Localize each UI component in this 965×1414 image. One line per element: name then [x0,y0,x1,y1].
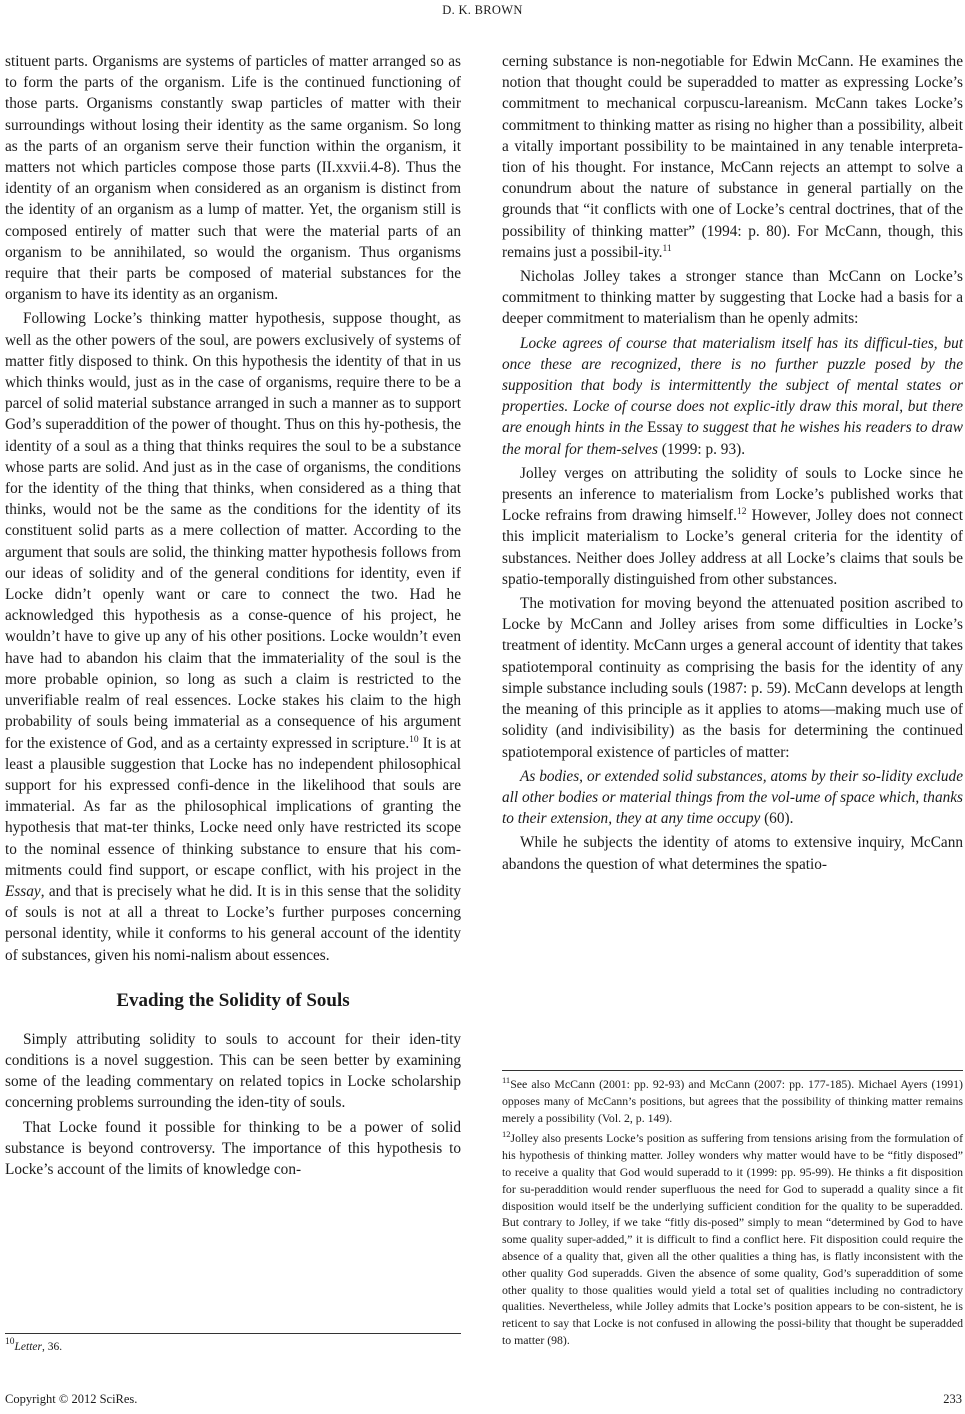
footnote-ref-12[interactable]: 12 [736,507,747,518]
right-column [502,51,963,875]
running-header: D. K. BROWN [442,3,523,17]
left-paragraph-3: Simply attributing solidity to souls to account for their iden-tity conditions is a novel suggestion. This can be seen better by examining some of the leading commentary on related topics in Locke scholarship concerning problems surrounding the iden-tity of souls. [5,1030,461,1112]
right-paragraph-2: Nicholas Jolley takes a stronger stance than McCann on Locke’s commitment to thinking matter by suggesting that Locke had a basis for a deeper commitment to materialism than he openly admits: [502,268,963,328]
right-paragraph-4: The motivation for moving beyond the attenuated position ascribed to Locke by McCann and Jolley arises from some difficulties in Locke’s treatment of identity. McCann urges a general account of identity that takes spatiotemporal continuity as comprising the basis for the identity of any simple substance including souls (1987: p. 59). McCann develops at length the meaning of this principle as it applies to atoms—making much use of solidity (and indivisibility) as the basis for determining the continued spatiotemporal existence of particles of matter: [502,595,963,761]
footnote-12: $^{12}$Jolley also presents Locke’s position as suffering from tensions arising from the formulation of his hypothesis of thinking matter. Jolley wonders why matter would have to be “fitly disposed” to receive a quality that God would superadd to it (1999: pp. 95-99). He thinks a fit disposition for su-peraddition would render superfluous the need for God to superadd a quality since a fit disposition would itself be the underlying sufficient condition for the quality to be superadded. But contrary to Jolley, if we take “fitly dis-posed” simply to mean “determined by God to have some quality super-added,” it is difficult to find a conflict here. Fit disposition could require the absence of a quality that, given all the other qualities a thing has, is flatly inconsistent with the other quality God superadds. Given the absence of some quality, God’s superaddition of some other quality to those qualities would yield a total set of qualities including no contradictory qualities. Nevertheless, while Jolley admits that Locke’s position appears to be con-sistent, he is reticent to say that Locke is not confused in allowing the possi-bility that thought be superadded to matter (98). [502,1129,963,1347]
page-number: 233 [943,1392,962,1406]
right-paragraph-5: While he subjects the identity of atoms to extensive inquiry, McCann abandons the question of what determines the spatio- [502,834,963,873]
block-quote-mccann: As bodies, or extended solid substances, atoms by their so-lidity exclude all other bodies or material things from the vol-ume of space which, thanks to their extension, they at any time occupy (60). [502,767,963,828]
left-paragraph-1: stituent parts. Organisms are systems of particles of matter arranged so as to form the parts of the organism. Life is the continued functioning of those parts. Organisms constantly swap particles of matter with their surroundings without losing their identity as the same organism. So long as the parts of an organism serve their function within the organism, it matters not which particles compose those parts (II.xxvii.4-8). Thus the identity of an organism when considered as an organism is distinct from the identity of an organism as a lump of matter. Yet, the organism still is composed entirely of matter such that were the material parts of an organism to be annihilated, so would the organism. Thus organisms require that their parts be composed of material substances for the organism to have its identity as an organism. [5,53,461,304]
footnote-divider [5,1333,461,1334]
left-paragraph-2: Following Locke’s thinking matter hypothesis, suppose thought, as well as the other powers of the soul, are powers exclusively of systems of matter fitly disposed to think. On this hypothesis the identity of that in us which thinks would, just as in the case of organisms, require there to be a parcel of solid material substance arranged in such a manner as to support God’s superaddition of the power of thought. Thus on this hy-pothesis, the identity of a soul as a thing that thinks requires the soul to be a substance whose parts are solid. And just as in the case of organisms, the conditions for the identity of the thing that thinks, when considered as a thing that thinks, would not be the same as the conditions for the identity of its constituent solid parts as a mere collection of matter. According to the argument that souls are solid, the thinking matter hypothesis follows from our ideas of solidity and of the general conditions for identity, even if Locke didn’t openly want or care to connect the two. Had he acknowledged this hypothesis as a conse-quence of his project, he wouldn’t have to give up any of his other positions. Locke wouldn’t even have had to abandon his claim that the immateriality of the soul is the more probable opinion, so long as such a claim is restricted to the unverifiable realm of real essences. Locke stakes his claim to the high probability of souls being immaterial as a consequence of his argument for the existence of God, and as a certainty expressed in scripture.$^{10}$ It is at least a plausible suggestion that Locke has no independent philosophical support for his expressed confi-dence in the likelihood that souls are immaterial. As far as the philosophical implications of granting the hypothesis that mat-ter thinks, Locke need only have restricted its scope to the nominal essence of thinking substance to ensure that his com-mitments could find support, or escape conflict, with his project in the Essay, and that is precisely what he did. It is in this sense that the solidity of souls is not at all a threat to Locke’s further purposes concerning personal identity, while it conforms to his general account of the identity of substances, given his nomi-nalism about essences. [5,310,462,964]
footnote-ref-11[interactable]: 11 [662,243,672,254]
copyright-notice: Copyright © 2012 SciRes. [5,1392,138,1406]
footnotes-right [502,1076,963,1353]
left-column [5,51,461,1180]
footnote-divider [502,1070,963,1071]
section-heading: Evading the Solidity of Souls [116,989,350,1011]
left-paragraph-4: That Locke found it possible for thinking to be a power of solid substance is beyond controversy. The importance of this hypothesis to Locke’s account of the limits of knowledge con- [5,1118,461,1178]
footnote-10: $^{10}$Letter, 36. [5,1337,63,1353]
block-quote-jolley: Locke agrees of course that materialism itself has its difficul-ties, but once these are recognized, there is no further puzzle posed by the supposition that body is intermittently the subject of mental states or properties. Locke of course does not explic-itly draw this moral, but there are enough hints in the Essay to suggest that he wishes his readers to draw the moral for them-selves (1999: p. 93). [502,334,964,458]
right-paragraph-3: Jolley verges on attributing the solidity of souls to Locke since he presents an inference to materialism from Locke’s published works that Locke refrains from drawing himself.$^{12}$ However, Jolley does not connect this implicit materialism to Locke’s general criteria for the identity of substances. Neither does Jolley address at all Locke’s claims that souls be spatio-temporally distinguished from other substances. [502,464,964,588]
footnote-ref-10[interactable]: 10 [409,734,419,745]
right-paragraph-1: cerning substance is non-negotiable for Edwin McCann. He examines the notion that thought could be superadded to matter as expressing Locke’s commitment to mechanical corpuscu-lareanism. McCann takes Locke’s commitment to thinking matter as rising no higher than a possibility, albeit a vitally important possibility to be maintained in any tenable interpreta-tion of his thought. For instance, McCann rejects an attempt to solve a conundrum about the nature of substance in general partially on the grounds that “it conflicts with one of Locke’s central doctrines, that of the possibility of thinking matter” (1994: p. 80). For McCann, though, this remains just a possibil-ity.$^{11}$ [502,53,963,261]
footnote-11: $^{11}$See also McCann (2001: pp. 92-93) and McCann (2007: pp. 177-185). Michael Ayers (1991) opposes many of McCann’s positions, but agrees that the possibility of thinking matter remains merely a possibility (Vol. 2, p. 149). [502,1075,963,1125]
